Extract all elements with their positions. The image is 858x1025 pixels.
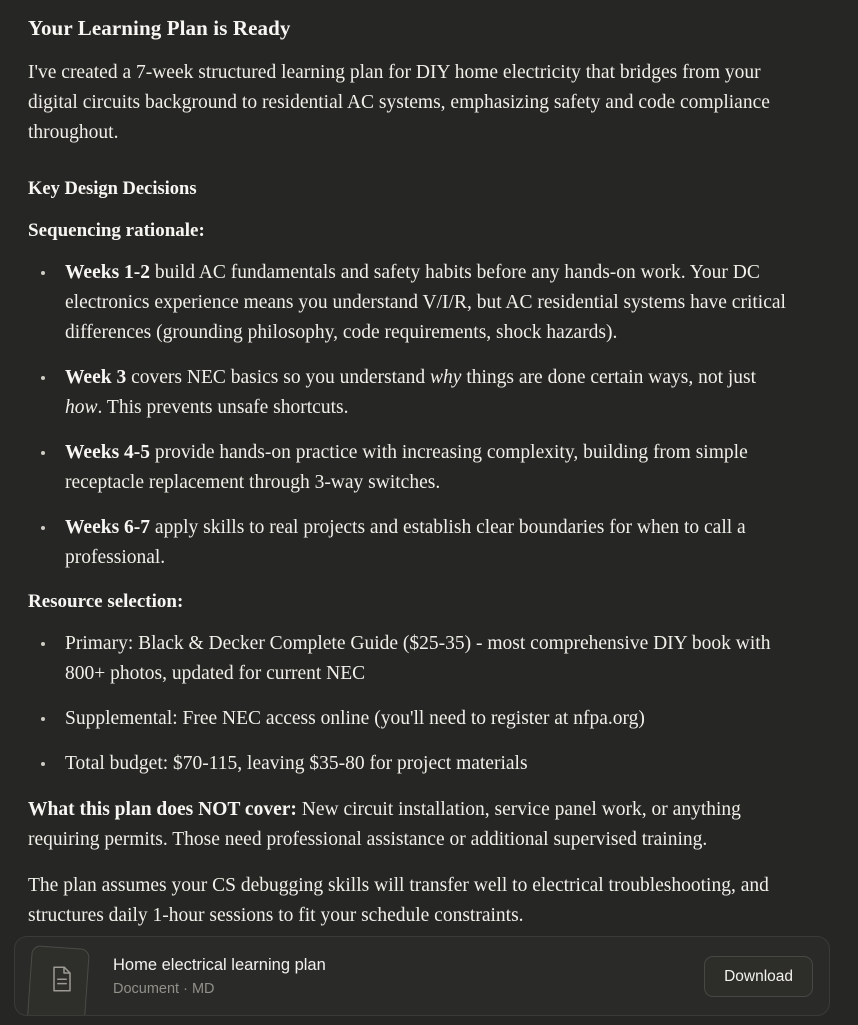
exclusions-paragraph bbox=[28, 795, 796, 855]
subheading-sequencing-rationale: Sequencing rationale: bbox=[28, 220, 205, 241]
intro-paragraph: I've created a 7-week structured learning plan for DIY home electricity that bridges from your digital circuits background to residential AC systems, emphasizing safety and code compliance throughout. bbox=[28, 62, 770, 143]
exclusions-lead: What this plan does NOT cover: bbox=[28, 799, 297, 820]
closing-paragraph: The plan assumes your CS debugging skills will transfer well to electrical troubleshooting, and structures daily 1-hour sessions to fit your schedule constraints. bbox=[28, 875, 769, 926]
bullet-icon bbox=[41, 451, 45, 455]
list-item-text: things are done certain ways, not just bbox=[461, 367, 757, 388]
list-item-text: build AC fundamentals and safety habits before any hands-on work. Your DC electronics experience means you understand V/I/R, but AC residential systems have critical differences (grounding philosophy, code requirements, shock hazards). bbox=[65, 262, 786, 343]
download-button[interactable]: Download bbox=[704, 956, 813, 997]
list-item bbox=[28, 704, 796, 734]
list-item bbox=[28, 438, 796, 498]
subheading-resource-selection: Resource selection: bbox=[28, 591, 184, 612]
attachment-meta: Document · MD bbox=[113, 980, 215, 997]
page-title: Your Learning Plan is Ready bbox=[28, 16, 291, 40]
attachment-thumbnail bbox=[29, 936, 93, 1016]
list-item bbox=[28, 363, 796, 423]
sequencing-rationale-list bbox=[28, 258, 796, 573]
bullet-icon bbox=[41, 762, 45, 766]
bullet-icon bbox=[41, 717, 45, 721]
message-content bbox=[0, 14, 858, 931]
attachment-title: Home electrical learning plan bbox=[113, 955, 326, 974]
attachment-text-block bbox=[105, 954, 704, 999]
list-item-lead: Weeks 1-2 bbox=[65, 262, 151, 283]
list-item-lead: Weeks 6-7 bbox=[65, 517, 151, 538]
list-item bbox=[28, 513, 796, 573]
list-item-text: . This prevents unsafe shortcuts. bbox=[97, 397, 349, 418]
list-item-text: Total budget: $70-115, leaving $35-80 for project materials bbox=[65, 753, 528, 774]
document-icon bbox=[51, 966, 73, 992]
exclusions-text: New circuit installation, service panel work, or anything requiring permits. Those need professional assistance or additional supervised training. bbox=[28, 799, 741, 850]
list-item bbox=[28, 258, 796, 348]
list-item-lead: Week 3 bbox=[65, 367, 127, 388]
list-item bbox=[28, 629, 796, 689]
list-item-text: Primary: Black & Decker Complete Guide ($25-35) - most comprehensive DIY book with 800+ photos, updated for current NEC bbox=[65, 633, 771, 684]
list-item-text: Supplemental: Free NEC access online (you'll need to register at nfpa.org) bbox=[65, 708, 645, 729]
section-heading-key-design-decisions: Key Design Decisions bbox=[28, 179, 197, 199]
bullet-icon bbox=[41, 642, 45, 646]
resource-selection-list bbox=[28, 629, 796, 779]
bullet-icon bbox=[41, 376, 45, 380]
assistant-message-panel bbox=[0, 14, 858, 1025]
list-item-emphasis: why bbox=[430, 367, 462, 388]
list-item-text: provide hands-on practice with increasing complexity, building from simple receptacle replacement through 3-way switches. bbox=[65, 442, 748, 493]
list-item-text: covers NEC basics so you understand bbox=[126, 367, 431, 388]
list-item-emphasis: how bbox=[65, 397, 98, 418]
attachment-card[interactable] bbox=[14, 936, 830, 1016]
list-item-lead: Weeks 4-5 bbox=[65, 442, 151, 463]
bullet-icon bbox=[41, 271, 45, 275]
list-item bbox=[28, 749, 796, 779]
bullet-icon bbox=[41, 526, 45, 530]
list-item-text: apply skills to real projects and establish clear boundaries for when to call a professional. bbox=[65, 517, 746, 568]
